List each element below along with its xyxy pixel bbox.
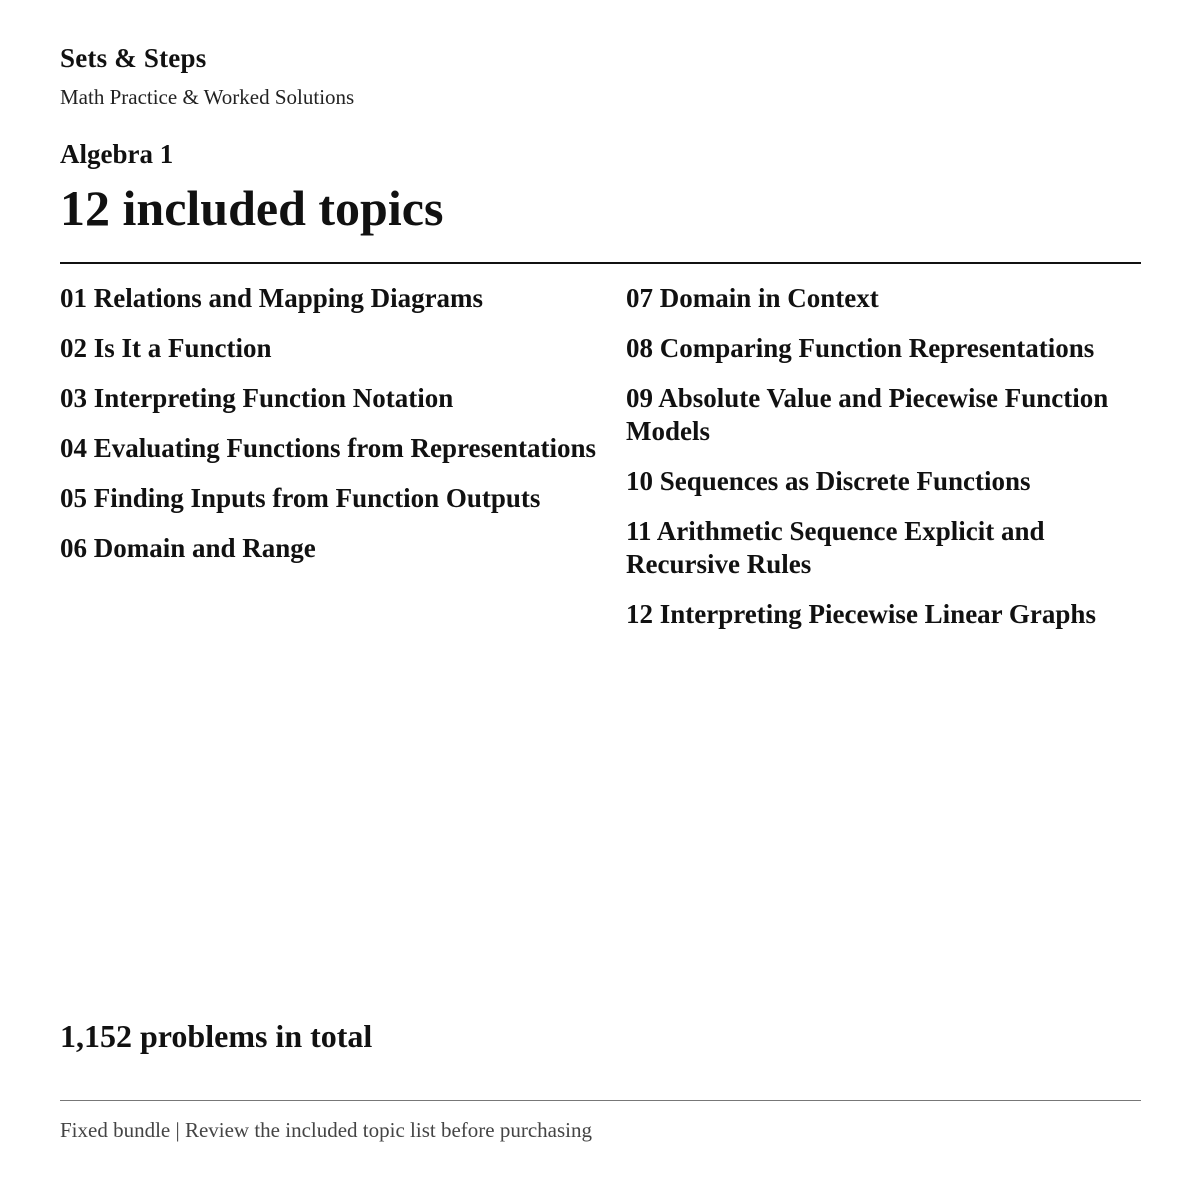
topic-column-left (60, 282, 626, 648)
problem-total: 1,152 problems in total (60, 1018, 373, 1054)
topic-list (60, 282, 1141, 648)
course-title: Algebra 1 (60, 139, 174, 169)
topic-item: 05 Finding Inputs from Function Outputs (60, 483, 541, 513)
brand-tagline: Math Practice & Worked Solutions (60, 85, 355, 109)
topic-item: 12 Interpreting Piecewise Linear Graphs (626, 599, 1096, 629)
topic-item: 11 Arithmetic Sequence Explicit and Recursive Rules (626, 516, 1045, 579)
topic-item: 02 Is It a Function (60, 333, 272, 363)
divider-bottom (60, 1100, 1141, 1101)
topic-item: 03 Interpreting Function Notation (60, 383, 454, 413)
topic-item: 01 Relations and Mapping Diagrams (60, 283, 484, 313)
brand-name: Sets & Steps (60, 43, 207, 73)
footer-note: Fixed bundle | Review the included topic list before purchasing (60, 1118, 592, 1142)
topic-item: 06 Domain and Range (60, 533, 316, 563)
topic-item: 10 Sequences as Discrete Functions (626, 466, 1031, 496)
product-page (60, 0, 1141, 1200)
topic-item: 09 Absolute Value and Piecewise Function Models (626, 383, 1109, 446)
topic-column-right (626, 282, 1141, 648)
topic-item: 04 Evaluating Functions from Representations (60, 433, 597, 463)
topic-item: 07 Domain in Context (626, 283, 879, 313)
topic-item: 08 Comparing Function Representations (626, 333, 1095, 363)
divider-top (60, 262, 1141, 264)
page-title: 12 included topics (60, 180, 444, 236)
